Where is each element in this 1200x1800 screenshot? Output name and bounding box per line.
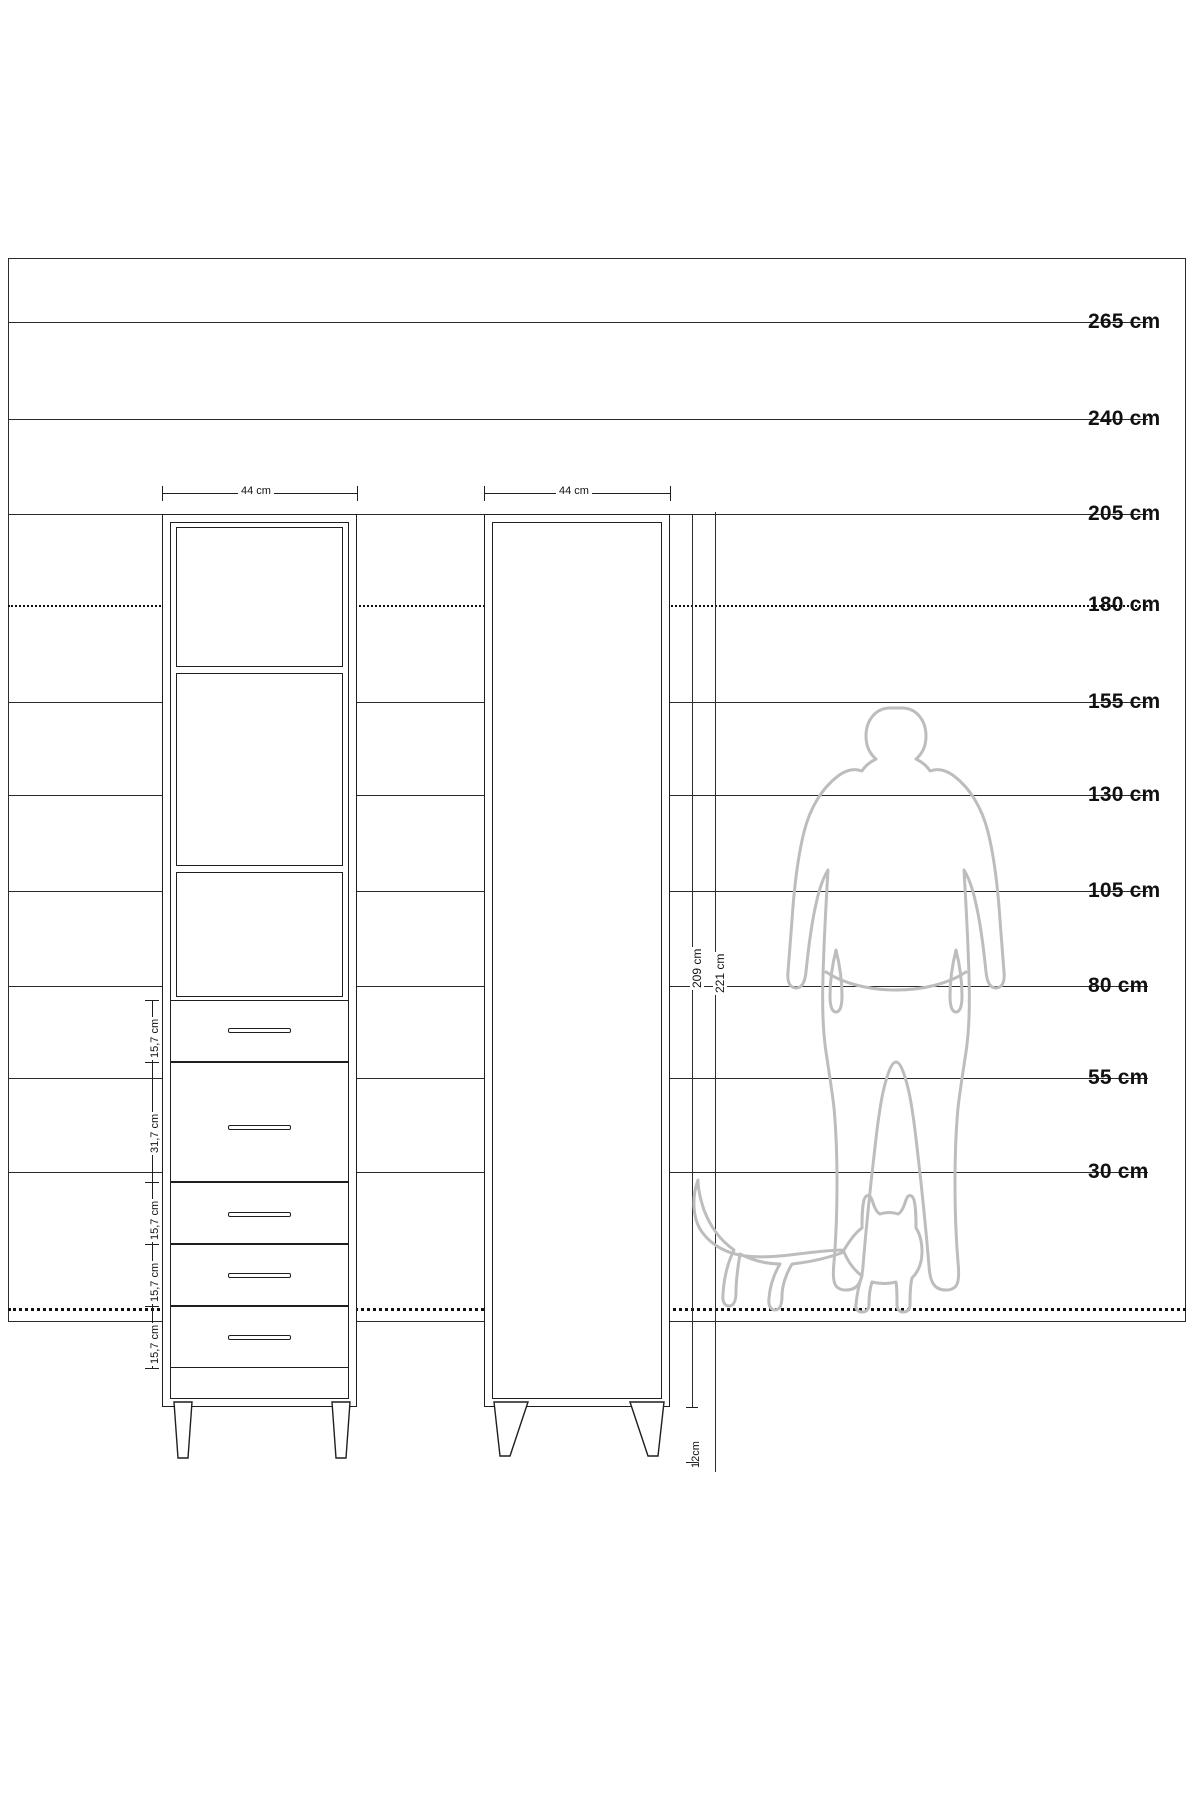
- leader-205: [1062, 514, 1084, 515]
- cabinet-left-width-cap-right: [357, 486, 358, 501]
- scale-label-55: 55 cm: [1088, 1066, 1149, 1089]
- cabinet-right-width-cap-right: [670, 486, 671, 501]
- leg-dim-cap-top: [686, 1407, 698, 1408]
- scale-label-30: 30 cm: [1088, 1160, 1149, 1183]
- leader-265: [1062, 322, 1084, 323]
- scale-label-265: 265 cm: [1088, 310, 1161, 333]
- height-dim-221-label: 221 cm: [713, 953, 727, 993]
- drawer-3-handle[interactable]: [228, 1212, 291, 1217]
- dim-label-15-7-b: 15,7 cm: [149, 1200, 161, 1240]
- leg-dim-cap-bot: [686, 1462, 698, 1463]
- leader-155: [1062, 702, 1084, 703]
- scale-label-105: 105 cm: [1088, 879, 1161, 902]
- drawer-5-handle[interactable]: [228, 1335, 291, 1340]
- dim-label-15-7-c: 15,7 cm: [149, 1262, 161, 1302]
- drawer-1-handle[interactable]: [228, 1028, 291, 1033]
- dim-cap-15-7-d-bot: [145, 1368, 159, 1369]
- scale-label-155: 155 cm: [1088, 690, 1161, 713]
- cabinet-right-door[interactable]: [492, 522, 662, 1399]
- cat-silhouette: [690, 1170, 930, 1320]
- leader-55: [1062, 1078, 1084, 1079]
- scale-line-265: [8, 322, 1148, 323]
- leader-130: [1062, 795, 1084, 796]
- cabinet-right-legs: [484, 1400, 674, 1462]
- cabinet-left-legs: [162, 1400, 362, 1462]
- dim-label-15-7-a: 15,7 cm: [149, 1018, 161, 1058]
- leg-height-label: 12cm: [690, 1441, 702, 1468]
- dim-cap-15-7-a-top: [145, 1000, 159, 1001]
- dim-label-31-7: 31,7 cm: [149, 1113, 161, 1153]
- cabinet-left-width-cap-left: [162, 486, 163, 501]
- dim-label-15-7-d: 15,7 cm: [149, 1324, 161, 1364]
- leader-30: [1062, 1172, 1084, 1173]
- cabinet-right-width-cap-left: [484, 486, 485, 501]
- drawer-2-handle[interactable]: [228, 1125, 291, 1130]
- scale-label-180: 180 cm: [1088, 593, 1161, 616]
- height-dim-209-label: 209 cm: [690, 948, 704, 988]
- cabinet-right-width-label: 44 cm: [556, 485, 592, 497]
- dim-cap-31-7-top: [145, 1062, 159, 1063]
- drawer-2[interactable]: [170, 1062, 349, 1182]
- leader-80: [1062, 986, 1084, 987]
- cabinet-left-shelf-2: [176, 673, 343, 866]
- scale-label-80: 80 cm: [1088, 974, 1149, 997]
- scale-label-130: 130 cm: [1088, 783, 1161, 806]
- drawer-4-handle[interactable]: [228, 1273, 291, 1278]
- cabinet-left-width-label: 44 cm: [238, 485, 274, 497]
- scale-line-240: [8, 419, 1148, 420]
- leader-240: [1062, 419, 1084, 420]
- scale-label-205: 205 cm: [1088, 502, 1161, 525]
- cabinet-left-shelf-1: [176, 527, 343, 667]
- leader-105: [1062, 891, 1084, 892]
- scale-label-240: 240 cm: [1088, 407, 1161, 430]
- cabinet-left-shelf-3: [176, 872, 343, 997]
